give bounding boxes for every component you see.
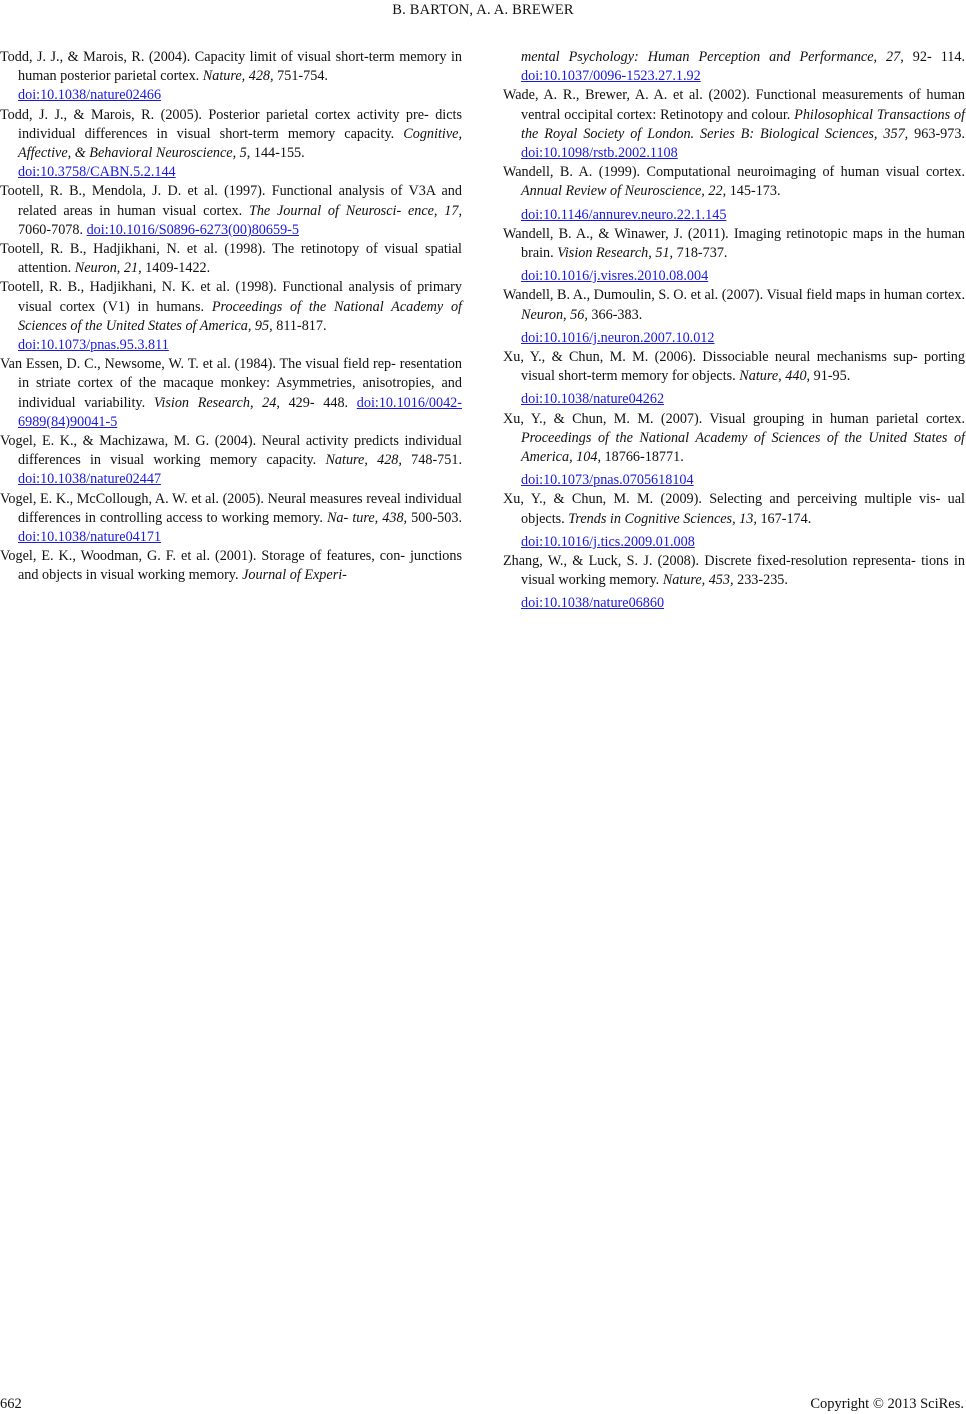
reference-text: Wandell, B. A., & Winawer, J. (2011). Imaging retinotopic maps in the human brain. (503, 225, 965, 262)
doi-link[interactable]: doi:10.1016/j.neuron.2007.10.012 (521, 329, 715, 346)
references-left-column (0, 48, 462, 586)
reference-entry (0, 490, 462, 548)
reference-pages: 963-973. (908, 125, 965, 142)
doi-link[interactable]: doi:10.1146/annurev.neuro.22.1.145 (521, 206, 727, 223)
reference-pages: 1409-1422. (141, 260, 211, 277)
reference-text: Todd, J. J., & Marois, R. (2004). Capacity limit of visual short-term memory in human posterior parietal cortex. (0, 49, 462, 85)
doi-link[interactable]: doi:10.1037/0096-1523.27.1.92 (521, 68, 701, 85)
reference-entry (0, 182, 462, 240)
reference-journal: Cognitive, Affective, & Behavioral Neuroscience, 5, (18, 125, 462, 162)
reference-text: Vogel, E. K., McCollough, A. W. et al. (2005). Neural measures reveal individual differences in controlling access to working memory. (0, 490, 462, 526)
doi-link[interactable]: doi:10.1038/nature04171 (18, 529, 162, 546)
reference-journal: Nature, 440, (739, 368, 811, 385)
reference-entry (0, 106, 462, 183)
reference-journal: Philosophical Transactions of the Royal Society of London. Series B: Biological Sciences, 357, (521, 106, 966, 142)
reference-journal: Neuron, 21, (74, 260, 142, 277)
reference-pages: 233-235. (733, 572, 788, 589)
reference-journal: Vision Research, 51, (557, 245, 674, 262)
reference-journal: Nature, 428, (325, 452, 402, 469)
doi-link[interactable]: doi:10.3758/CABN.5.2.144 (18, 164, 176, 181)
doi-link[interactable]: doi:10.1016/0042-6989(84)90041-5 (18, 394, 462, 430)
reference-text: Xu, Y., & Chun, M. M. (2007). Visual grouping in human parietal cortex. (503, 410, 965, 427)
reference-pages: 18766-18771. (601, 449, 684, 466)
reference-text: Tootell, R. B., Hadjikhani, N. K. et al. (1998). Functional analysis of primary visual cortex (V1) in humans. (0, 279, 462, 315)
reference-entry (0, 355, 462, 432)
reference-text: Wade, A. R., Brewer, A. A. et al. (2002). Functional measurements of human ventral occipital cortex: Retinotopy and colour. (503, 87, 965, 123)
reference-journal: The Journal of Neurosci- ence, 17, (248, 202, 462, 219)
reference-entry (503, 410, 965, 491)
reference-entry-continued (503, 48, 965, 86)
reference-journal: Neuron, 56, (521, 306, 588, 323)
reference-pages: 718-737. (673, 245, 728, 262)
reference-entry (0, 240, 462, 278)
reference-journal: Proceedings of the National Academy of Sciences of the United States of America, 95, (18, 298, 462, 334)
reference-text: Vogel, E. K., & Machizawa, M. G. (2004). Neural activity predicts individual differences in visual working memory capacity. (0, 433, 462, 469)
reference-pages: 748-751. (401, 452, 462, 469)
doi-link[interactable]: doi:10.1098/rstb.2002.1108 (521, 145, 678, 162)
reference-entry (0, 278, 462, 355)
reference-entry (0, 48, 462, 106)
reference-text: Wandell, B. A., Dumoulin, S. O. et al. (2007). Visual field maps in human cortex. (503, 287, 965, 304)
reference-text: Tootell, R. B., Mendola, J. D. et al. (1997). Functional analysis of V3A and related areas in human visual cortex. (0, 183, 462, 219)
reference-text: Zhang, W., & Luck, S. J. (2008). Discrete fixed-resolution representa- tions in visual working memory. (503, 553, 965, 589)
reference-pages: 167-174. (756, 510, 812, 527)
doi-link[interactable]: doi:10.1073/pnas.0705618104 (521, 472, 694, 489)
reference-pages: 366-383. (587, 306, 643, 323)
reference-journal: Na- ture, 438, (326, 509, 408, 526)
doi-link[interactable]: doi:10.1038/nature02466 (18, 87, 162, 104)
reference-pages: 500-503. (407, 509, 462, 526)
reference-text: Vogel, E. K., Woodman, G. F. et al. (2001). Storage of features, con- junctions and objects in visual working memory. (0, 548, 462, 584)
reference-pages: 751-754. (273, 68, 328, 85)
reference-entry (0, 432, 462, 490)
reference-journal: Annual Review of Neuroscience, 22, (521, 183, 727, 200)
reference-journal: Proceedings of the National Academy of Sciences of the United States of America, 104, (521, 429, 965, 466)
reference-text: Todd, J. J., & Marois, R. (2005). Posterior parietal cortex activity pre- dicts individual differences in visual short-term memory capacity. (0, 106, 462, 142)
reference-journal: Nature, 428, (202, 68, 274, 85)
references-right-column (503, 48, 965, 614)
doi-link[interactable]: doi:10.1038/nature02447 (18, 471, 162, 488)
reference-entry (503, 348, 965, 410)
reference-pages: 92- 114. (903, 49, 965, 65)
reference-pages: 145-173. (726, 183, 781, 200)
doi-link[interactable]: doi:10.1038/nature06860 (521, 595, 665, 612)
reference-pages: 7060-7078. (18, 221, 87, 238)
reference-entry (0, 547, 462, 585)
copyright-notice: Copyright © 2013 SciRes. (810, 1396, 964, 1412)
reference-entry (503, 490, 965, 552)
reference-entry (503, 86, 965, 163)
reference-journal: Journal of Experi- (242, 567, 347, 584)
reference-text: Van Essen, D. C., Newsome, W. T. et al. (1984). The visual field rep- resentation in striate cortex of the macaque monkey: Asymmetries, anisotropies, and individual variability. (0, 356, 462, 411)
doi-link[interactable]: doi:10.1073/pnas.95.3.811 (18, 337, 169, 354)
page-number: 662 (0, 1396, 22, 1412)
reference-entry (503, 286, 965, 348)
doi-link[interactable]: doi:10.1038/nature04262 (521, 391, 665, 408)
reference-pages: 144-155. (250, 145, 305, 162)
doi-link[interactable]: doi:10.1016/j.visres.2010.08.004 (521, 268, 709, 285)
reference-pages: 429- 448. (279, 394, 357, 411)
doi-link[interactable]: doi:10.1016/j.tics.2009.01.008 (521, 533, 695, 550)
reference-journal: Nature, 453, (662, 572, 734, 589)
reference-journal: Trends in Cognitive Sciences, 13, (568, 510, 757, 527)
reference-entry (503, 552, 965, 614)
reference-journal: Vision Research, 24, (153, 394, 280, 411)
reference-entry (503, 163, 965, 225)
reference-text: Xu, Y., & Chun, M. M. (2006). Dissociable neural mechanisms sup- porting visual short-term memory for objects. (503, 349, 965, 385)
doi-link[interactable]: doi:10.1016/S0896-6273(00)80659-5 (86, 221, 299, 238)
reference-text: Wandell, B. A. (1999). Computational neuroimaging of human visual cortex. (503, 164, 965, 181)
reference-pages: 811-817. (272, 317, 327, 334)
reference-pages: 91-95. (810, 368, 851, 385)
reference-entry (503, 225, 965, 287)
reference-text: Xu, Y., & Chun, M. M. (2009). Selecting and perceiving multiple vis- ual objects. (503, 491, 965, 527)
running-head: B. BARTON, A. A. BREWER (392, 2, 574, 18)
reference-text: Tootell, R. B., Hadjikhani, N. et al. (1998). The retinotopy of visual spatial attention. (0, 241, 462, 277)
reference-journal: mental Psychology: Human Perception and Performance, 27, (521, 49, 904, 65)
